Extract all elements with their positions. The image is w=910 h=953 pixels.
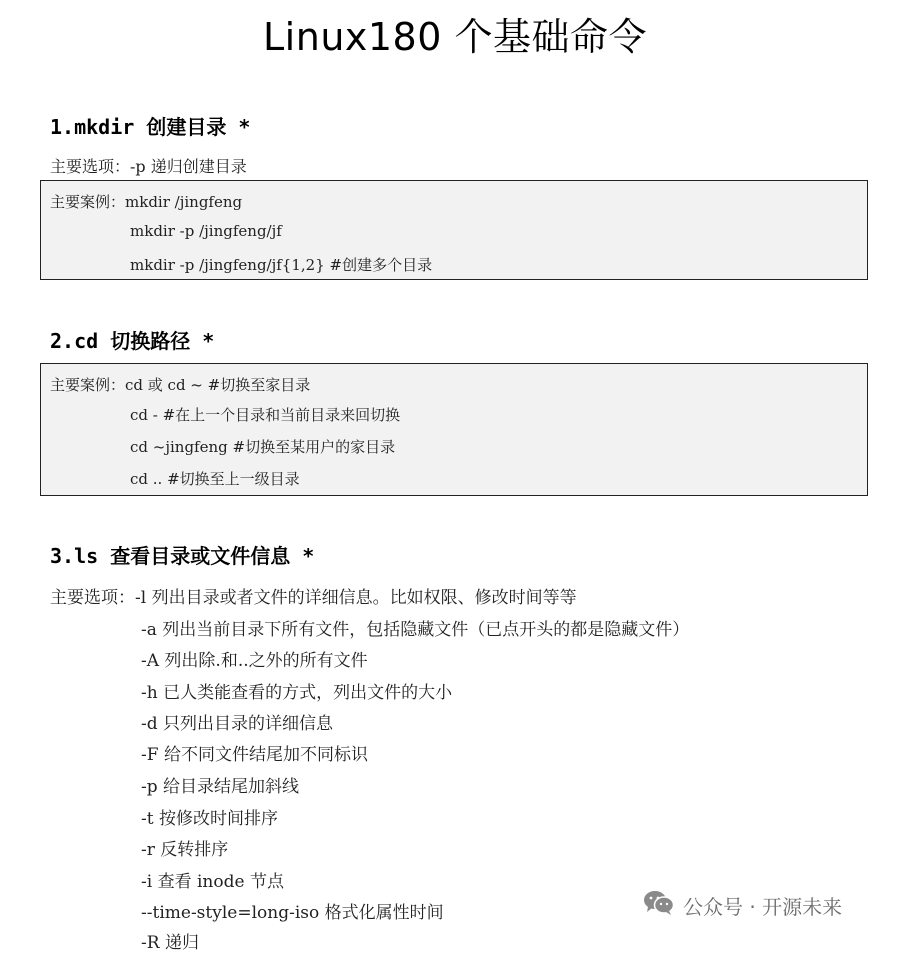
cd-example-line: 主要案例：cd 或 cd ~ #切换至家目录 (50, 376, 311, 394)
mkdir-example-line: mkdir -p /jingfeng/jf{1,2} #创建多个目录 (130, 256, 433, 274)
section-heading-ls: 3.ls 查看目录或文件信息 * (50, 544, 315, 568)
ls-option-line: -F 给不同文件结尾加不同标识 (141, 745, 368, 765)
section-heading-cd: 2.cd 切换路径 * (50, 329, 215, 353)
mkdir-example-line: mkdir -p /jingfeng/jf (130, 222, 282, 240)
watermark (643, 888, 842, 922)
ls-option-line: -a 列出当前目录下所有文件，包括隐藏文件（已点开头的都是隐藏文件） (141, 620, 690, 640)
cd-example-line: cd ~jingfeng #切换至某用户的家目录 (130, 438, 396, 456)
ls-option-line: -R 递归 (141, 933, 199, 953)
cd-example-box (40, 363, 868, 496)
ls-option-line: -r 反转排序 (141, 840, 229, 860)
mkdir-options: 主要选项：-p 递归创建目录 (50, 157, 247, 176)
ls-option-line: -d 只列出目录的详细信息 (141, 714, 334, 734)
ls-option-line: --time-style=long-iso 格式化属性时间 (141, 903, 444, 923)
wechat-icon (643, 890, 683, 921)
mkdir-example-box (40, 180, 868, 280)
ls-option-line: -t 按修改时间排序 (141, 809, 278, 829)
cd-example-line: cd - #在上一个目录和当前目录来回切换 (130, 406, 401, 424)
cd-example-line: cd .. #切换至上一级目录 (130, 470, 300, 488)
ls-option-line: -i 查看 inode 节点 (141, 872, 284, 892)
ls-option-line: -h 已人类能查看的方式，列出文件的大小 (141, 683, 453, 703)
mkdir-example-line: 主要案例：mkdir /jingfeng (50, 193, 243, 211)
ls-option-line: 主要选项：-l 列出目录或者文件的详细信息。比如权限、修改时间等等 (50, 588, 577, 608)
watermark-text: 公众号 · 开源未来 (683, 894, 843, 919)
ls-option-line: -A 列出除.和..之外的所有文件 (141, 651, 368, 671)
section-heading-mkdir: 1.mkdir 创建目录 * (50, 115, 251, 139)
ls-option-line: -p 给目录结尾加斜线 (141, 777, 300, 797)
page-title: Linux180 个基础命令 (263, 15, 647, 59)
